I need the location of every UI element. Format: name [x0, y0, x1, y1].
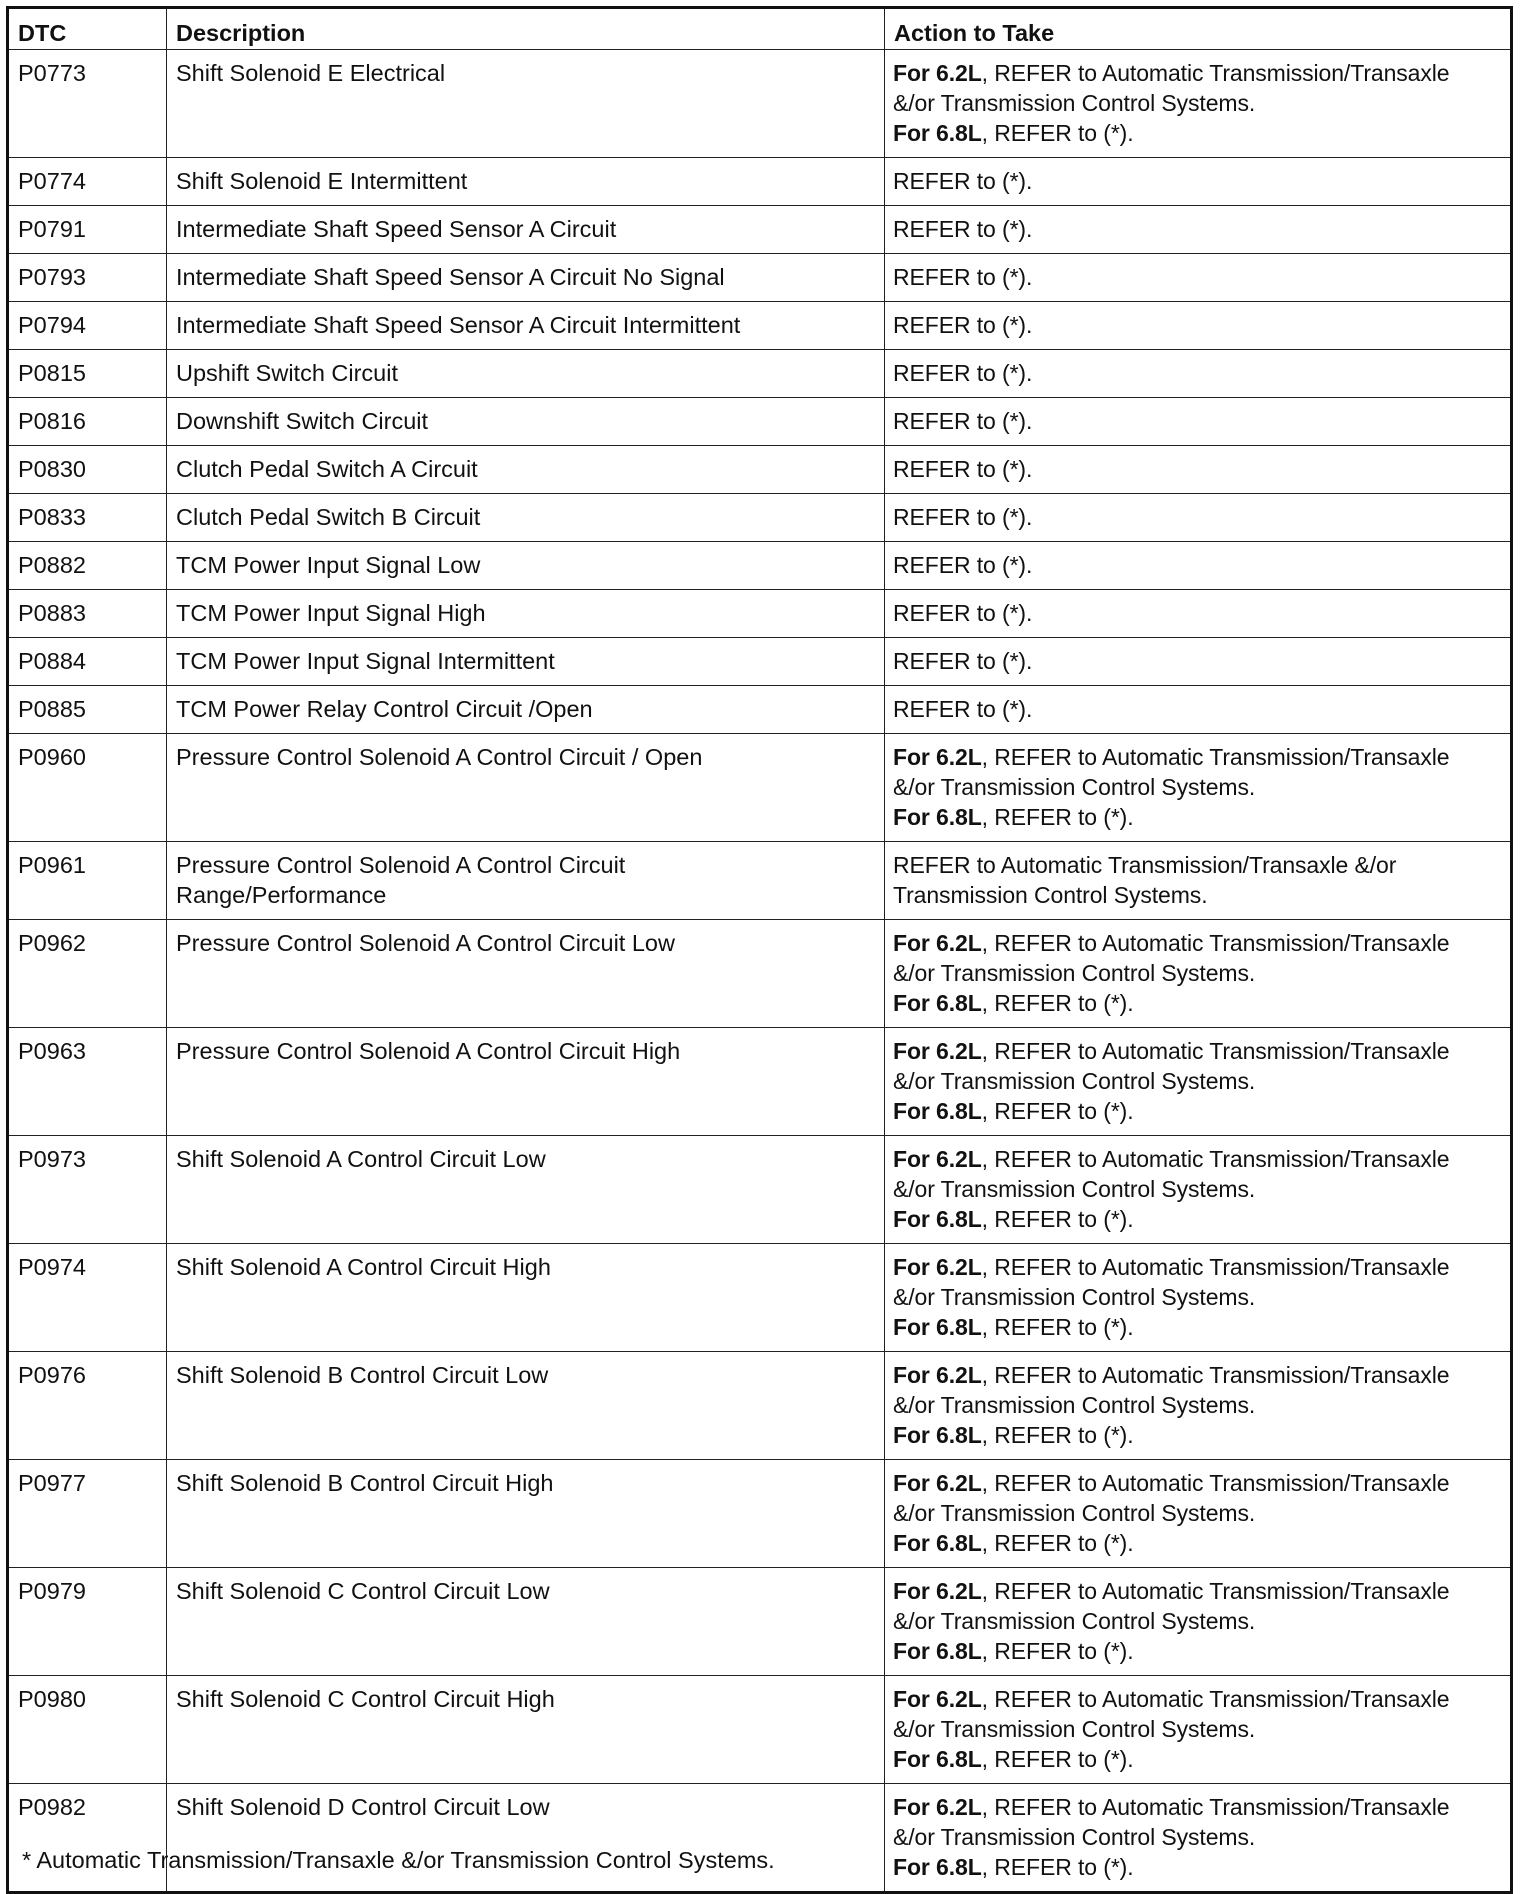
action-line: [893, 1792, 1502, 1822]
description-text: Shift Solenoid B Control Circuit High: [176, 1470, 554, 1496]
description-cell: [167, 302, 885, 350]
action-cell: [885, 206, 1512, 254]
action-text: REFER to Automatic Transmission/Transaxle &/or: [893, 852, 1397, 878]
table-row: [8, 206, 1512, 254]
action-refer-asterisk: , REFER to (*).: [981, 1638, 1134, 1664]
table-row: [8, 686, 1512, 734]
table-row: [8, 1676, 1512, 1784]
description-text: TCM Power Input Signal Low: [176, 552, 481, 578]
dtc-code-cell: P0963: [8, 1028, 167, 1136]
action-refer-asterisk: , REFER to (*).: [981, 804, 1134, 830]
action-refer-text-line2: &/or Transmission Control Systems.: [893, 1068, 1256, 1094]
action-cell: [885, 1136, 1512, 1244]
description-text: Shift Solenoid A Control Circuit High: [176, 1254, 551, 1280]
action-refer-text: , REFER to Automatic Transmission/Transaxle: [981, 1578, 1450, 1604]
action-line: [893, 1144, 1502, 1174]
action-refer-asterisk: , REFER to (*).: [981, 1854, 1134, 1880]
dtc-code-cell: P0982: [8, 1784, 167, 1893]
description-cell: [167, 50, 885, 158]
action-refer-asterisk: , REFER to (*).: [981, 120, 1134, 146]
dtc-table: [6, 6, 1513, 1894]
table-body: [8, 50, 1512, 1893]
description-cell: [167, 158, 885, 206]
description-text: TCM Power Relay Control Circuit /Open: [176, 696, 593, 722]
dtc-code-cell: P0773: [8, 50, 167, 158]
action-refer-text-line2: &/or Transmission Control Systems.: [893, 1284, 1256, 1310]
description-cell: [167, 590, 885, 638]
table-row: [8, 50, 1512, 158]
description-text: Intermediate Shaft Speed Sensor A Circuit: [176, 216, 617, 242]
description-text: Intermediate Shaft Speed Sensor A Circuit Intermittent: [176, 312, 741, 338]
table-header-row: [8, 8, 1512, 50]
action-refer-text: , REFER to Automatic Transmission/Transaxle: [981, 744, 1450, 770]
action-line: [893, 1744, 1502, 1774]
action-refer-text: , REFER to Automatic Transmission/Transaxle: [981, 1362, 1450, 1388]
action-cell: [885, 542, 1512, 590]
table-row: [8, 1460, 1512, 1568]
action-refer-text-line2: &/or Transmission Control Systems.: [893, 1824, 1256, 1850]
action-cell: [885, 398, 1512, 446]
action-line: [893, 58, 1502, 88]
header-description: Description: [167, 8, 885, 50]
dtc-code-cell: P0974: [8, 1244, 167, 1352]
description-text: Shift Solenoid C Control Circuit High: [176, 1686, 555, 1712]
description-cell: [167, 734, 885, 842]
dtc-code-cell: P0774: [8, 158, 167, 206]
action-refer-asterisk: , REFER to (*).: [981, 1314, 1134, 1340]
action-text: REFER to (*).: [893, 600, 1033, 626]
action-refer-text-line2: &/or Transmission Control Systems.: [893, 90, 1256, 116]
action-refer-text: , REFER to Automatic Transmission/Transaxle: [981, 1686, 1450, 1712]
table-row: [8, 542, 1512, 590]
action-cell: [885, 842, 1512, 920]
dtc-table-sheet: [6, 6, 1510, 1894]
action-cell: [885, 1784, 1512, 1893]
action-refer-text-line2: &/or Transmission Control Systems.: [893, 1500, 1256, 1526]
action-refer-text: , REFER to Automatic Transmission/Transaxle: [981, 60, 1450, 86]
action-cell: [885, 1244, 1512, 1352]
action-refer-text-line2: &/or Transmission Control Systems.: [893, 960, 1256, 986]
engine-68-label: For 6.8L: [893, 1314, 982, 1340]
action-refer-text-line2: &/or Transmission Control Systems.: [893, 1608, 1256, 1634]
engine-68-label: For 6.8L: [893, 1854, 982, 1880]
dtc-code-cell: P0833: [8, 494, 167, 542]
description-text: Shift Solenoid A Control Circuit Low: [176, 1146, 546, 1172]
action-refer-text: , REFER to Automatic Transmission/Transaxle: [981, 1146, 1450, 1172]
description-cell: [167, 1784, 885, 1893]
description-cell: [167, 494, 885, 542]
dtc-code-cell: P0977: [8, 1460, 167, 1568]
description-text: Pressure Control Solenoid A Control Circuit: [176, 852, 626, 878]
action-line: [893, 1528, 1502, 1558]
action-text: REFER to (*).: [893, 696, 1033, 722]
action-cell: [885, 1028, 1512, 1136]
table-row: [8, 1784, 1512, 1893]
action-line: [893, 1312, 1502, 1342]
action-cell: [885, 920, 1512, 1028]
description-cell: [167, 1460, 885, 1568]
action-refer-text: , REFER to Automatic Transmission/Transaxle: [981, 1038, 1450, 1064]
action-cell: [885, 50, 1512, 158]
action-line: [893, 928, 1502, 958]
engine-62-label: For 6.2L: [893, 1686, 982, 1712]
dtc-code-cell: P0961: [8, 842, 167, 920]
action-text: REFER to (*).: [893, 360, 1033, 386]
table-row: [8, 494, 1512, 542]
table-row: [8, 302, 1512, 350]
description-cell: [167, 350, 885, 398]
action-refer-asterisk: , REFER to (*).: [981, 990, 1134, 1016]
engine-68-label: For 6.8L: [893, 804, 982, 830]
description-text: Shift Solenoid E Intermittent: [176, 168, 468, 194]
description-cell: [167, 1676, 885, 1784]
engine-62-label: For 6.2L: [893, 1794, 982, 1820]
engine-62-label: For 6.2L: [893, 1146, 982, 1172]
dtc-code-cell: P0794: [8, 302, 167, 350]
header-action: Action to Take: [885, 8, 1512, 50]
action-text: REFER to (*).: [893, 408, 1033, 434]
action-refer-asterisk: , REFER to (*).: [981, 1206, 1134, 1232]
description-cell: [167, 1136, 885, 1244]
footnote: * Automatic Transmission/Transaxle &/or Transmission Control Systems.: [22, 1847, 775, 1873]
dtc-code-cell: P0973: [8, 1136, 167, 1244]
description-text: Pressure Control Solenoid A Control Circuit High: [176, 1038, 681, 1064]
table-row: [8, 734, 1512, 842]
table-row: [8, 590, 1512, 638]
action-text-line2: Transmission Control Systems.: [893, 882, 1208, 908]
dtc-code-cell: P0815: [8, 350, 167, 398]
action-cell: [885, 1460, 1512, 1568]
action-cell: [885, 254, 1512, 302]
action-refer-asterisk: , REFER to (*).: [981, 1746, 1134, 1772]
action-text: REFER to (*).: [893, 216, 1033, 242]
action-line: [893, 742, 1502, 772]
action-refer-text-line2: &/or Transmission Control Systems.: [893, 1392, 1256, 1418]
action-line: [893, 1252, 1502, 1282]
action-refer-asterisk: , REFER to (*).: [981, 1422, 1134, 1448]
engine-68-label: For 6.8L: [893, 1206, 982, 1232]
engine-62-label: For 6.2L: [893, 1038, 982, 1064]
action-text: REFER to (*).: [893, 648, 1033, 674]
action-text: REFER to (*).: [893, 168, 1033, 194]
engine-68-label: For 6.8L: [893, 1746, 982, 1772]
description-cell: [167, 206, 885, 254]
description-text: Pressure Control Solenoid A Control Circuit / Open: [176, 744, 703, 770]
action-line: [893, 1360, 1502, 1390]
description-text: Shift Solenoid D Control Circuit Low: [176, 1794, 550, 1820]
description-cell: [167, 1568, 885, 1676]
description-text: TCM Power Input Signal High: [176, 600, 486, 626]
description-cell: [167, 542, 885, 590]
engine-68-label: For 6.8L: [893, 1098, 982, 1124]
table-row: [8, 920, 1512, 1028]
dtc-code-cell: P0960: [8, 734, 167, 842]
table-row: [8, 1568, 1512, 1676]
action-cell: [885, 686, 1512, 734]
action-line: [893, 1576, 1502, 1606]
action-cell: [885, 494, 1512, 542]
action-line: [893, 1684, 1502, 1714]
engine-68-label: For 6.8L: [893, 990, 982, 1016]
engine-68-label: For 6.8L: [893, 120, 982, 146]
dtc-code-cell: P0962: [8, 920, 167, 1028]
action-line: [893, 1636, 1502, 1666]
description-cell: [167, 842, 885, 920]
table-row: [8, 398, 1512, 446]
action-text: REFER to (*).: [893, 312, 1033, 338]
dtc-code-cell: P0980: [8, 1676, 167, 1784]
description-text: Shift Solenoid E Electrical: [176, 60, 446, 86]
action-cell: [885, 638, 1512, 686]
action-line: [893, 1096, 1502, 1126]
dtc-code-cell: P0979: [8, 1568, 167, 1676]
action-line: [893, 988, 1502, 1018]
description-text: Pressure Control Solenoid A Control Circuit Low: [176, 930, 675, 956]
description-cell: [167, 638, 885, 686]
description-text: TCM Power Input Signal Intermittent: [176, 648, 555, 674]
action-text: REFER to (*).: [893, 552, 1033, 578]
engine-62-label: For 6.2L: [893, 930, 982, 956]
description-text: Clutch Pedal Switch A Circuit: [176, 456, 478, 482]
description-cell: [167, 686, 885, 734]
action-cell: [885, 590, 1512, 638]
action-refer-text: , REFER to Automatic Transmission/Transaxle: [981, 930, 1450, 956]
action-line: [893, 1204, 1502, 1234]
table-row: [8, 1352, 1512, 1460]
engine-62-label: For 6.2L: [893, 1470, 982, 1496]
action-cell: [885, 734, 1512, 842]
action-cell: [885, 158, 1512, 206]
engine-62-label: For 6.2L: [893, 744, 982, 770]
dtc-code-cell: P0885: [8, 686, 167, 734]
description-cell: [167, 920, 885, 1028]
engine-62-label: For 6.2L: [893, 1362, 982, 1388]
action-line: [893, 1852, 1502, 1882]
description-text: Shift Solenoid B Control Circuit Low: [176, 1362, 549, 1388]
description-cell: [167, 254, 885, 302]
action-refer-text-line2: &/or Transmission Control Systems.: [893, 774, 1256, 800]
table-row: [8, 1136, 1512, 1244]
action-line: [893, 118, 1502, 148]
action-text: REFER to (*).: [893, 504, 1033, 530]
action-refer-text: , REFER to Automatic Transmission/Transaxle: [981, 1470, 1450, 1496]
description-cell: [167, 1028, 885, 1136]
action-cell: [885, 350, 1512, 398]
engine-62-label: For 6.2L: [893, 1578, 982, 1604]
description-text: Upshift Switch Circuit: [176, 360, 398, 386]
action-cell: [885, 1568, 1512, 1676]
action-line: [893, 802, 1502, 832]
description-cell: [167, 398, 885, 446]
table-row: [8, 158, 1512, 206]
action-refer-asterisk: , REFER to (*).: [981, 1530, 1134, 1556]
table-row: [8, 842, 1512, 920]
dtc-code-cell: P0816: [8, 398, 167, 446]
action-cell: [885, 446, 1512, 494]
table-row: [8, 638, 1512, 686]
engine-62-label: For 6.2L: [893, 60, 982, 86]
action-refer-text-line2: &/or Transmission Control Systems.: [893, 1716, 1256, 1742]
action-refer-asterisk: , REFER to (*).: [981, 1098, 1134, 1124]
table-row: [8, 254, 1512, 302]
table-row: [8, 350, 1512, 398]
dtc-code-cell: P0884: [8, 638, 167, 686]
table-row: [8, 1028, 1512, 1136]
dtc-code-cell: P0976: [8, 1352, 167, 1460]
dtc-code-cell: P0882: [8, 542, 167, 590]
dtc-code-cell: P0883: [8, 590, 167, 638]
table-row: [8, 446, 1512, 494]
action-text: REFER to (*).: [893, 456, 1033, 482]
description-text: Downshift Switch Circuit: [176, 408, 429, 434]
engine-68-label: For 6.8L: [893, 1530, 982, 1556]
action-refer-text: , REFER to Automatic Transmission/Transaxle: [981, 1794, 1450, 1820]
action-line: [893, 1420, 1502, 1450]
engine-68-label: For 6.8L: [893, 1422, 982, 1448]
description-text-line2: Range/Performance: [176, 882, 387, 908]
action-refer-text: , REFER to Automatic Transmission/Transaxle: [981, 1254, 1450, 1280]
header-dtc: DTC: [8, 8, 167, 50]
engine-62-label: For 6.2L: [893, 1254, 982, 1280]
action-line: [893, 1468, 1502, 1498]
table-row: [8, 1244, 1512, 1352]
description-text: Shift Solenoid C Control Circuit Low: [176, 1578, 550, 1604]
action-text: REFER to (*).: [893, 264, 1033, 290]
dtc-code-cell: P0791: [8, 206, 167, 254]
engine-68-label: For 6.8L: [893, 1638, 982, 1664]
action-line: [893, 1036, 1502, 1066]
action-cell: [885, 302, 1512, 350]
action-cell: [885, 1676, 1512, 1784]
action-refer-text-line2: &/or Transmission Control Systems.: [893, 1176, 1256, 1202]
description-cell: [167, 1244, 885, 1352]
description-text: Clutch Pedal Switch B Circuit: [176, 504, 481, 530]
action-cell: [885, 1352, 1512, 1460]
description-text: Intermediate Shaft Speed Sensor A Circuit No Signal: [176, 264, 725, 290]
dtc-code-cell: P0830: [8, 446, 167, 494]
description-cell: [167, 446, 885, 494]
dtc-code-cell: P0793: [8, 254, 167, 302]
description-cell: [167, 1352, 885, 1460]
